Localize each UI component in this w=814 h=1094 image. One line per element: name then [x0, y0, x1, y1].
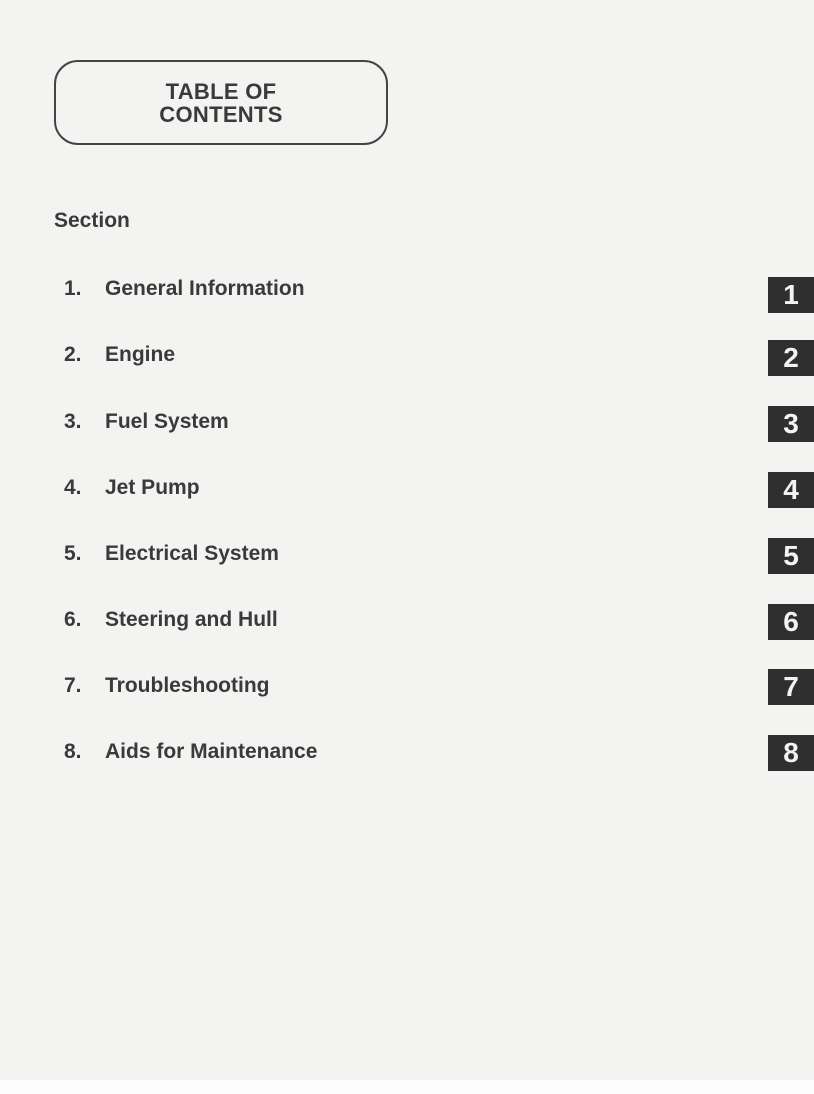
- toc-item-title: Electrical System: [105, 542, 279, 565]
- toc-item-aids-for-maintenance[interactable]: [64, 740, 317, 764]
- toc-item-fuel-system[interactable]: [64, 410, 229, 434]
- toc-item-number: 4.: [64, 476, 82, 499]
- toc-item-number: 3.: [64, 410, 82, 433]
- toc-item-steering-and-hull[interactable]: [64, 608, 278, 632]
- section-tab-7[interactable]: 7: [768, 669, 814, 705]
- toc-item-number: 5.: [64, 542, 82, 565]
- toc-title-box: [54, 60, 388, 145]
- toc-item-general-information[interactable]: [64, 277, 305, 301]
- toc-item-number: 2.: [64, 343, 82, 366]
- title-line-2: CONTENTS: [159, 101, 283, 127]
- toc-item-electrical-system[interactable]: [64, 542, 279, 566]
- section-tab-4[interactable]: 4: [768, 472, 814, 508]
- toc-item-title: Engine: [105, 343, 176, 366]
- toc-item-number: 6.: [64, 608, 82, 631]
- section-heading: Section: [54, 209, 130, 232]
- toc-item-engine[interactable]: [64, 343, 175, 367]
- toc-item-title: Jet Pump: [105, 476, 200, 499]
- toc-item-troubleshooting[interactable]: [64, 674, 269, 698]
- page-bottom-edge: [0, 1080, 814, 1094]
- section-tab-6[interactable]: 6: [768, 604, 814, 640]
- toc-item-title: General Information: [105, 277, 305, 300]
- toc-item-title: Steering and Hull: [105, 608, 278, 631]
- section-tab-5[interactable]: 5: [768, 538, 814, 574]
- title-line-1: TABLE OF: [165, 78, 277, 104]
- toc-item-title: Aids for Maintenance: [105, 740, 318, 763]
- toc-item-title: Fuel System: [105, 410, 229, 433]
- section-tab-1[interactable]: 1: [768, 277, 814, 313]
- toc-item-jet-pump[interactable]: [64, 476, 200, 500]
- section-tab-2[interactable]: 2: [768, 340, 814, 376]
- section-tab-3[interactable]: 3: [768, 406, 814, 442]
- toc-item-title: Troubleshooting: [105, 674, 270, 697]
- section-tab-8[interactable]: 8: [768, 735, 814, 771]
- toc-item-number: 8.: [64, 740, 82, 763]
- toc-item-number: 7.: [64, 674, 82, 697]
- toc-item-number: 1.: [64, 277, 82, 300]
